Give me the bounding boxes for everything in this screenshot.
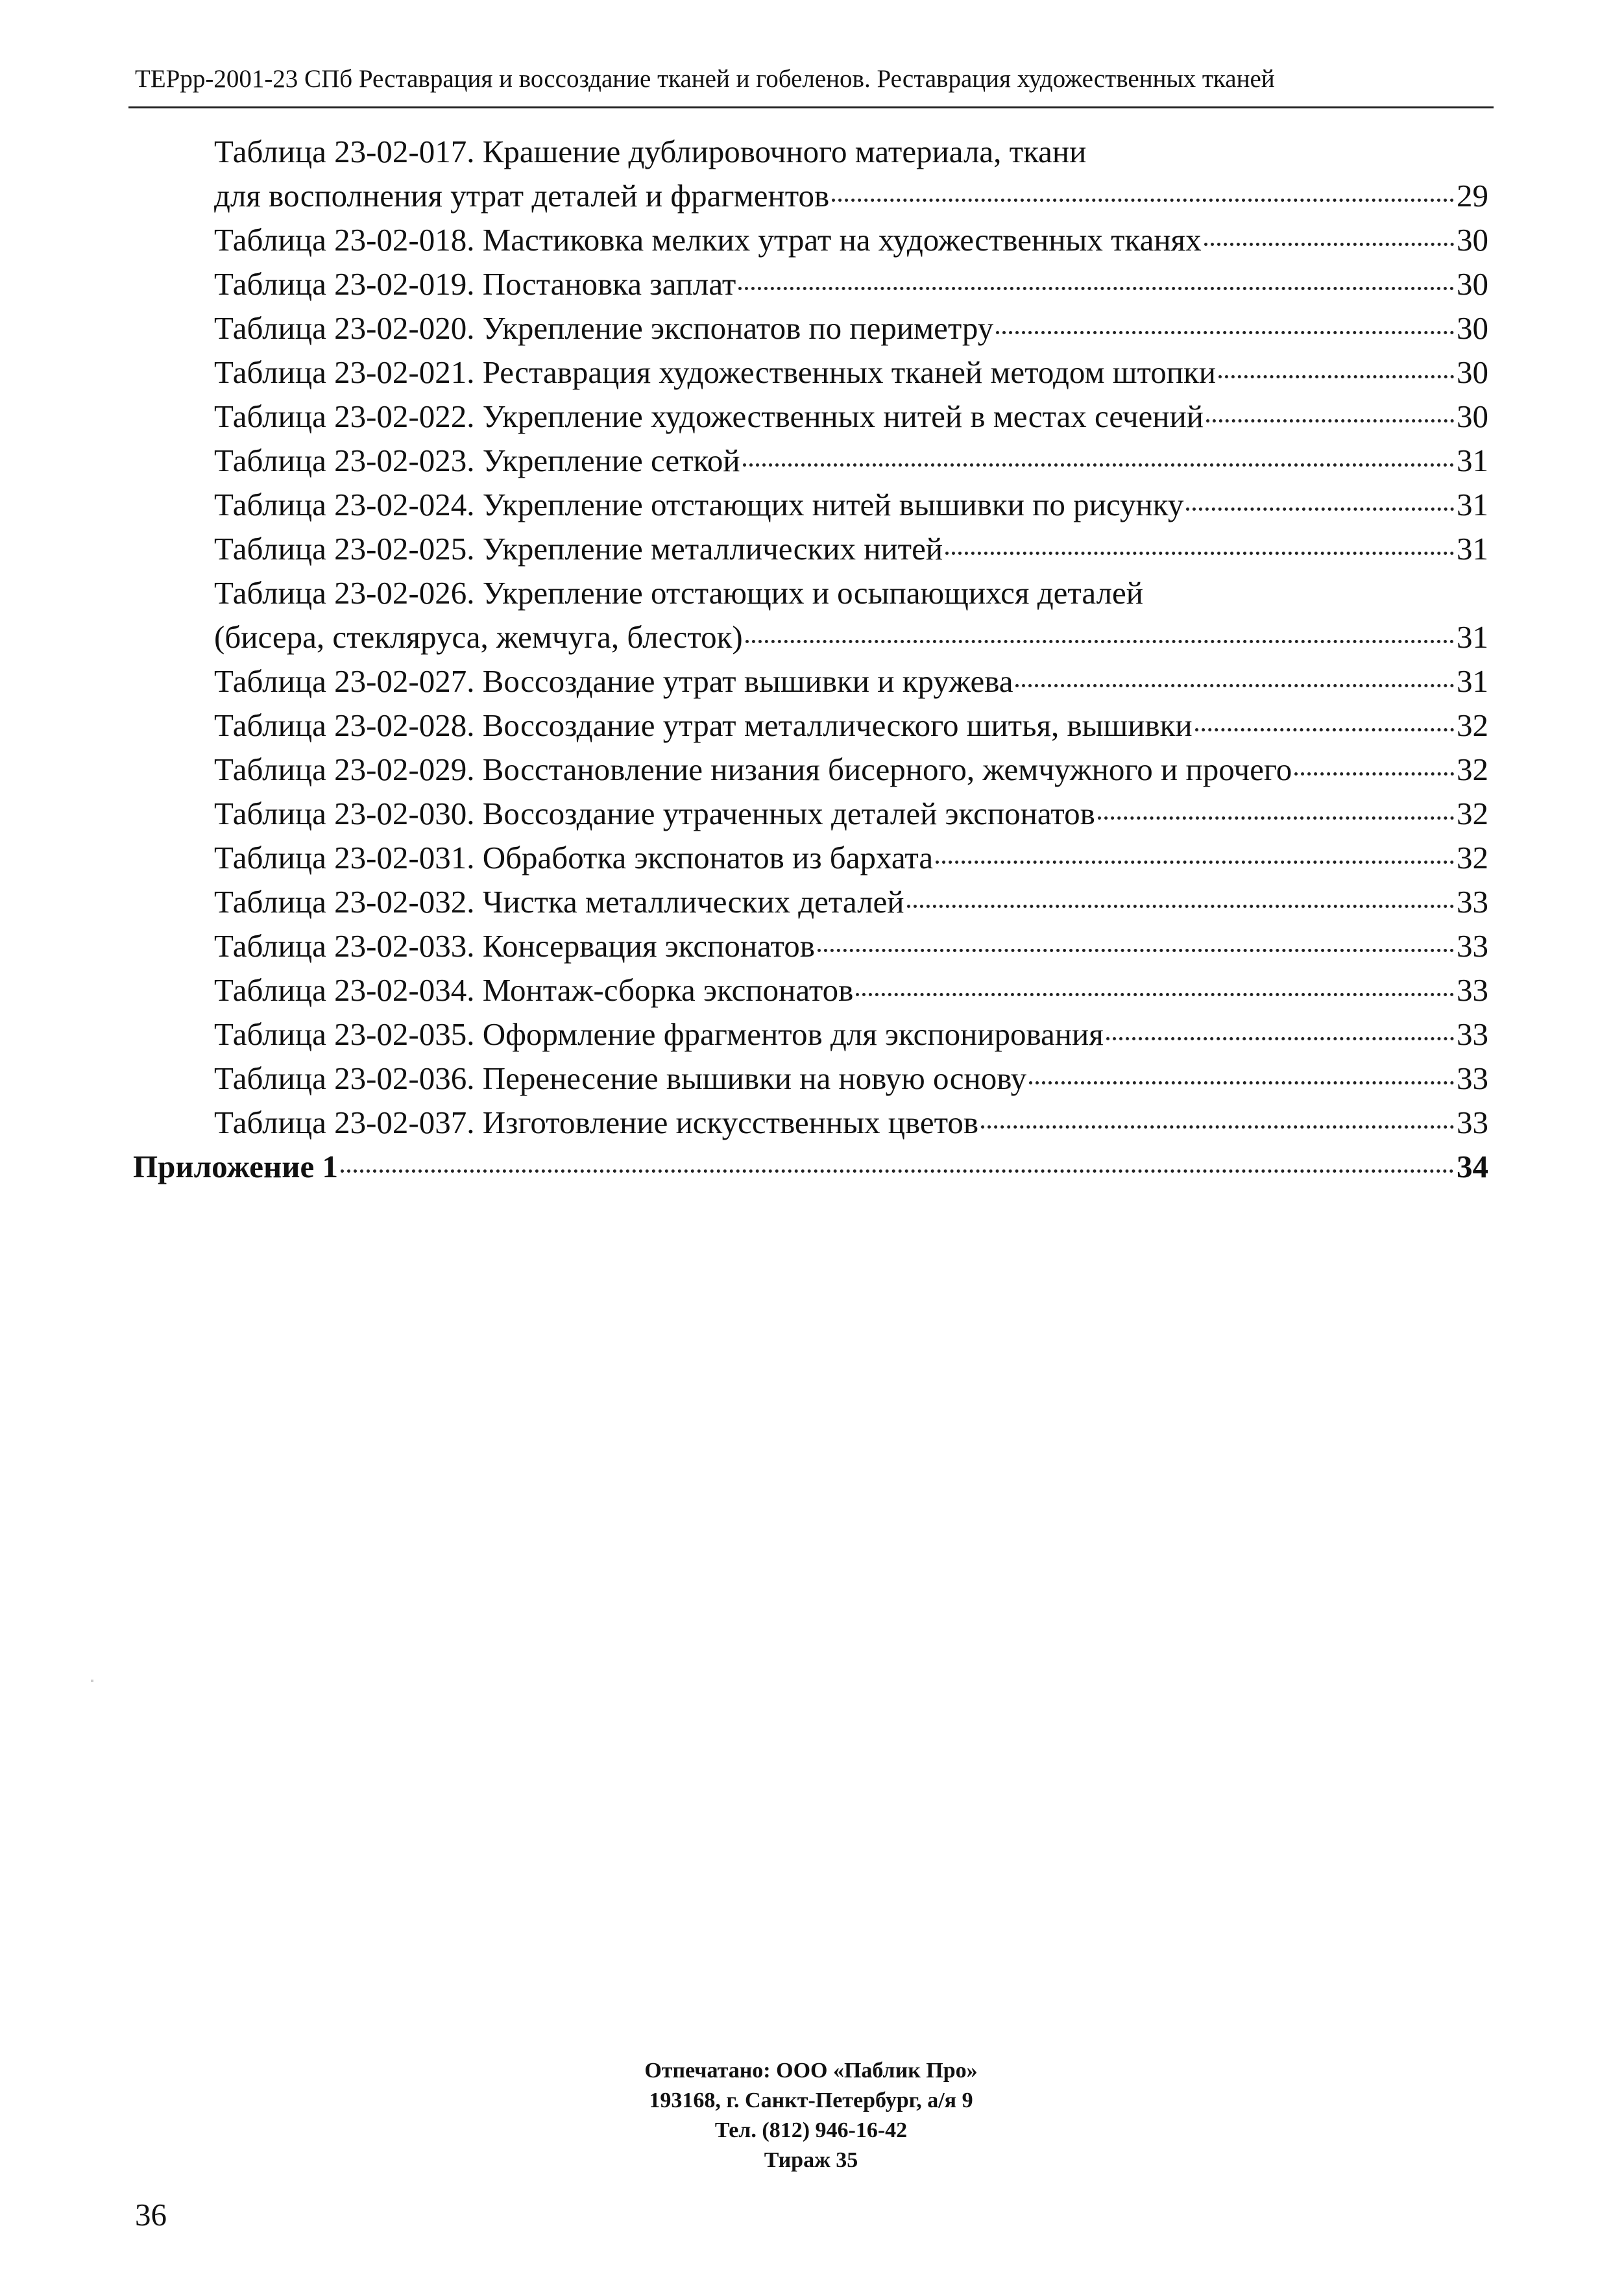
toc-entry-page: 33 xyxy=(1457,972,1488,1008)
toc-entry-title: Таблица 23-02-019. Постановка заплат xyxy=(214,266,736,302)
toc-entry-028 xyxy=(214,704,1488,748)
toc-entry-page: 31 xyxy=(1457,487,1488,522)
toc-entry-page: 31 xyxy=(1457,531,1488,567)
toc-entry-023 xyxy=(214,439,1488,483)
toc-entry-page: 32 xyxy=(1457,840,1488,875)
dot-leader xyxy=(1015,684,1454,687)
toc-entry-page: 30 xyxy=(1457,222,1488,258)
toc-entry-029 xyxy=(214,748,1488,792)
running-header: ТЕРрр-2001-23 СПб Реставрация и воссоздание тканей и гобеленов. Реставрация художественных тканей xyxy=(135,65,1275,93)
toc-entry-title: Таблица 23-02-018. Мастиковка мелких утрат на художественных тканях xyxy=(214,222,1202,258)
toc-entry-037 xyxy=(214,1101,1488,1145)
toc-entry-page: 30 xyxy=(1457,398,1488,434)
dot-leader xyxy=(738,287,1454,290)
dot-leader xyxy=(907,905,1454,908)
toc-entry-title: Таблица 23-02-021. Реставрация художественных тканей методом штопки xyxy=(214,354,1217,390)
dot-leader xyxy=(1294,772,1454,776)
scan-speck xyxy=(91,1680,93,1682)
toc-entry-019 xyxy=(214,262,1488,306)
toc-entry-page: 31 xyxy=(1457,663,1488,699)
toc-entry-title: Таблица 23-02-033. Консервация экспонатов xyxy=(214,928,815,964)
toc-entry-page: 29 xyxy=(1457,178,1488,214)
toc-entry-031 xyxy=(214,836,1488,880)
toc-entry-page: 33 xyxy=(1457,1016,1488,1052)
toc-entry-027 xyxy=(214,659,1488,704)
dot-leader xyxy=(745,640,1454,643)
toc-entry-title: Таблица 23-02-034. Монтаж-сборка экспонатов xyxy=(214,972,854,1008)
dot-leader xyxy=(1204,243,1454,246)
toc-entry-036 xyxy=(214,1057,1488,1101)
dot-leader xyxy=(1206,419,1454,422)
dot-leader xyxy=(743,463,1454,467)
toc-entry-title: Таблица 23-02-032. Чистка металлических деталей xyxy=(214,884,904,920)
dot-leader xyxy=(341,1169,1454,1173)
dot-leader xyxy=(981,1125,1454,1129)
toc-entry-035 xyxy=(214,1012,1488,1057)
dot-leader xyxy=(832,199,1454,202)
toc-entry-title: Таблица 23-02-037. Изготовление искусственных цветов xyxy=(214,1105,979,1140)
toc-entry-025 xyxy=(214,527,1488,571)
dot-leader xyxy=(945,552,1454,555)
toc-entry-024 xyxy=(214,483,1488,527)
toc-entry-026-line1: Таблица 23-02-026. Укрепление отстающих и осыпающихся деталей xyxy=(214,575,1144,611)
toc-entry-title: Таблица 23-02-031. Обработка экспонатов из бархата xyxy=(214,840,934,875)
toc-entry-title: (бисера, стекляруса, жемчуга, блесток) xyxy=(214,619,743,655)
toc-entry-title: Таблица 23-02-027. Воссоздание утрат вышивки и кружева xyxy=(214,663,1013,699)
toc-entry-title: Приложение 1 xyxy=(133,1149,338,1184)
dot-leader xyxy=(1195,728,1454,731)
toc-entry-title: Таблица 23-02-025. Укрепление металлических нитей xyxy=(214,531,943,567)
toc-entry-page: 31 xyxy=(1457,619,1488,655)
toc-entry-page: 30 xyxy=(1457,266,1488,302)
toc-entry-title: Таблица 23-02-030. Воссоздание утраченных деталей экспонатов xyxy=(214,796,1095,831)
page-number: 36 xyxy=(135,2197,167,2233)
dot-leader xyxy=(1218,375,1454,378)
toc-entry-page: 30 xyxy=(1457,354,1488,390)
toc-entry-026 xyxy=(214,615,1488,659)
toc-entry-title: Таблица 23-02-024. Укрепление отстающих нитей вышивки по рисунку xyxy=(214,487,1184,522)
toc-entry-title: Таблица 23-02-029. Восстановление низания бисерного, жемчужного и прочего xyxy=(214,752,1292,787)
toc-entry-017 xyxy=(214,174,1488,218)
toc-entry-032 xyxy=(214,880,1488,924)
dot-leader xyxy=(996,331,1454,334)
toc-entry-title: Таблица 23-02-035. Оформление фрагментов для экспонирования xyxy=(214,1016,1104,1052)
printer-imprint xyxy=(519,2056,1103,2175)
toc-entry-021 xyxy=(214,350,1488,395)
imprint-phone: Тел. (812) 946-16-42 xyxy=(714,2118,908,2142)
toc-entry-page: 31 xyxy=(1457,443,1488,478)
toc-entry-page: 33 xyxy=(1457,1060,1488,1096)
dot-leader xyxy=(1186,508,1454,511)
imprint-print-run: Тираж 35 xyxy=(764,2148,858,2172)
toc-entry-022 xyxy=(214,395,1488,439)
toc-entry-title: Таблица 23-02-028. Воссоздание утрат металлического шитья, вышивки xyxy=(214,707,1193,743)
toc-entry-page: 30 xyxy=(1457,310,1488,346)
dot-leader xyxy=(856,993,1454,996)
toc-entry-title: Таблица 23-02-023. Укрепление сеткой xyxy=(214,443,740,478)
toc-entry-title: Таблица 23-02-036. Перенесение вышивки на новую основу xyxy=(214,1060,1027,1096)
toc-entry-title: для восполнения утрат деталей и фрагментов xyxy=(214,178,830,214)
toc-entry-title: Таблица 23-02-020. Укрепление экспонатов по периметру xyxy=(214,310,994,346)
toc-entry-page: 33 xyxy=(1457,884,1488,920)
toc-entry-033 xyxy=(214,924,1488,968)
toc-entry-030 xyxy=(214,792,1488,836)
dot-leader xyxy=(1029,1081,1454,1084)
dot-leader xyxy=(818,949,1454,952)
toc-entry-page: 32 xyxy=(1457,796,1488,831)
toc-entry-020 xyxy=(214,306,1488,350)
imprint-printer: Отпечатано: ООО «Паблик Про» xyxy=(644,2059,978,2083)
toc-entry-017-line1: Таблица 23-02-017. Крашение дублировочного материала, ткани xyxy=(214,134,1087,169)
imprint-address: 193168, г. Санкт-Петербург, а/я 9 xyxy=(649,2088,973,2112)
toc-entry-018 xyxy=(214,218,1488,262)
toc-entry-page: 32 xyxy=(1457,707,1488,743)
dot-leader xyxy=(936,861,1454,864)
toc-entry-034 xyxy=(214,968,1488,1012)
toc-entry-page: 34 xyxy=(1457,1149,1488,1184)
dot-leader xyxy=(1098,816,1454,820)
toc-entry-page: 32 xyxy=(1457,752,1488,787)
toc-entry-title: Таблица 23-02-022. Укрепление художественных нитей в местах сечений xyxy=(214,398,1204,434)
dot-leader xyxy=(1106,1037,1454,1040)
toc-entry-appendix xyxy=(133,1145,1488,1189)
toc-entry-page: 33 xyxy=(1457,928,1488,964)
toc-entry-page: 33 xyxy=(1457,1105,1488,1140)
